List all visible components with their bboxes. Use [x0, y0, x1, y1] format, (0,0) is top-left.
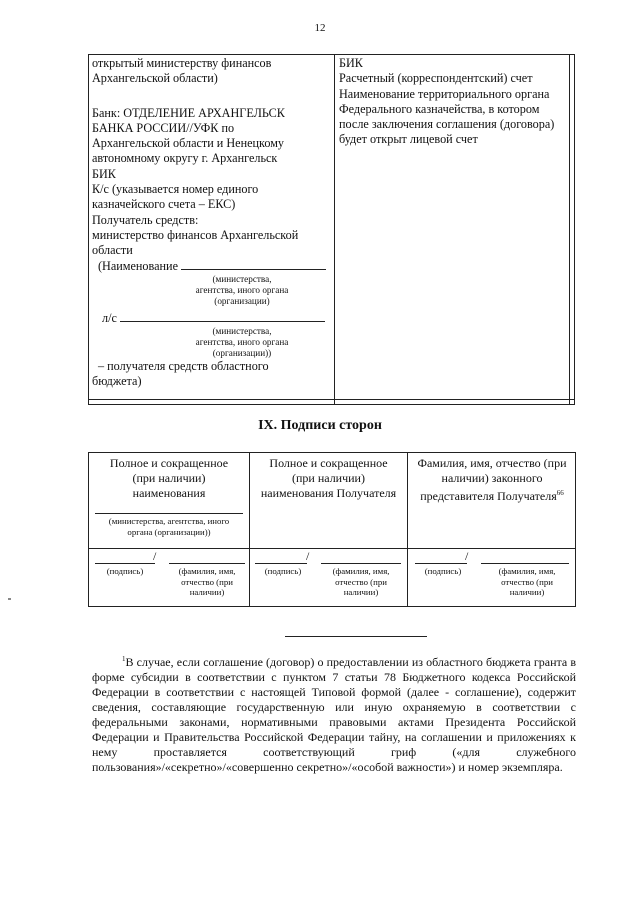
header-line: (при наличии)	[132, 471, 206, 485]
right-line: Федерального казначейства, в котором	[339, 101, 540, 116]
hint-line: (министерства,	[212, 326, 272, 337]
left-line: области	[92, 243, 133, 258]
left-line: – получателя средств областного	[98, 359, 269, 374]
left-line: Архангельской области)	[92, 71, 218, 86]
name-label	[167, 566, 247, 598]
header-line: представителя Получателя	[420, 489, 557, 503]
bank-details-table	[88, 54, 575, 405]
right-line: будет открыт лицевой счет	[339, 132, 478, 147]
sign-label: (подпись)	[106, 566, 144, 576]
row-divider	[89, 548, 575, 549]
hint-line: наличии)	[509, 587, 545, 597]
header-grantor	[89, 456, 249, 501]
hint-line: наличии)	[343, 587, 379, 597]
header-line: Полное и сокращенное	[109, 456, 229, 470]
hint-line: (организации))	[212, 348, 272, 359]
footnote-text: В случае, если соглашение (договор) о предоставлении из областного бюджета гранта в форме субсидии в соответствии с пунктом 7 статьи 78 Бюджетного кодекса Российской Федерации в соответствии с настоящей Типовой формой (далее - соглашение), содержит сведения, составляющие государственную или иную охраняемую в соответствии с федеральными законами, нормативными правовыми актами Президента Российской Федерации и Правительства Российской Федерации тайну, на соглашении и приложениях к нему проставляется соответствующий гриф («для служебного пользования»/«секретно»/«совершенно секретно»/«особой важности») и номер экземпляра.	[92, 655, 576, 774]
left-line: открытый министерству финансов	[92, 56, 272, 70]
bank-details-right	[339, 56, 569, 148]
right-line: Наименование территориального органа	[339, 86, 550, 101]
header-representative	[408, 456, 576, 504]
slash: /	[306, 549, 310, 563]
inner-border-bottom	[89, 399, 574, 400]
hint-line: отчество (при	[335, 576, 387, 587]
sign-label: (подпись)	[424, 566, 462, 576]
left-line: Архангельской области и Ненецкому	[92, 136, 285, 151]
hint-line: агентства, иного органа	[195, 337, 289, 348]
header-line: (при наличии)	[292, 471, 365, 485]
sign-label: (подпись)	[264, 566, 302, 576]
header-line: наименования	[132, 486, 206, 500]
signature-line	[95, 563, 155, 564]
name-line	[169, 563, 245, 564]
inner-border-right	[569, 55, 570, 404]
hint-line: (фамилия, имя,	[332, 566, 390, 576]
hint-line: органа (организации))	[127, 526, 211, 537]
name-hint	[92, 274, 332, 307]
right-line: Расчетный (корреспондентский) счет	[339, 71, 533, 86]
signature-line	[255, 563, 307, 564]
name-label	[485, 566, 569, 598]
header-line: Фамилия, имя, отчество (при	[417, 456, 567, 470]
hint-line: отчество (при	[181, 576, 233, 587]
slash: /	[465, 549, 469, 563]
section-title: IX. Подписи сторон	[258, 418, 382, 433]
footnote-marker: 1	[122, 655, 126, 663]
right-line: после заключения соглашения (договора)	[339, 117, 555, 132]
header-line: наличии) законного	[441, 471, 543, 485]
left-line: БАНКА РОССИИ//УФК по	[92, 120, 235, 135]
bank-name: Банк: ОТДЕЛЕНИЕ АРХАНГЕЛЬСК	[92, 105, 285, 120]
signature-line	[415, 563, 467, 564]
column-divider	[334, 55, 335, 404]
hint-line: (фамилия, имя,	[498, 566, 556, 576]
header-recipient	[250, 456, 407, 501]
grantor-name-line	[95, 513, 243, 514]
name-label: (Наименование	[98, 258, 178, 273]
left-line: Получатель средств:	[92, 212, 199, 227]
page-number: 12	[314, 22, 326, 34]
signatures-table	[88, 452, 576, 607]
name-label	[321, 566, 401, 598]
footnote-ref: 66	[556, 489, 564, 497]
hint-line: (министерства, агентства, иного	[108, 516, 230, 526]
left-line: бюджета)	[92, 374, 142, 389]
scan-mark	[8, 598, 11, 600]
header-line: наименования Получателя	[260, 486, 397, 500]
name-fill-line	[181, 259, 326, 270]
header-line: Полное и сокращенное	[269, 456, 388, 470]
ls-hint	[92, 326, 332, 359]
bik-label: БИК	[92, 166, 116, 181]
left-line: казначейского счета – ЕКС)	[92, 197, 236, 212]
footnote-separator	[285, 636, 427, 637]
grantor-name-hint	[91, 516, 247, 537]
ls-fill-line	[120, 311, 325, 322]
left-line: министерство финансов Архангельской	[92, 227, 299, 242]
right-line: БИК	[339, 56, 363, 70]
footnote	[92, 652, 576, 775]
hint-line: наличии)	[189, 587, 225, 597]
hint-line: (организации)	[214, 295, 270, 306]
left-line: автономному округу г. Архангельск	[92, 151, 278, 166]
hint-line: (фамилия, имя,	[178, 566, 236, 576]
name-line	[481, 563, 569, 564]
bank-details-left	[92, 56, 332, 390]
hint-line: (министерства,	[212, 273, 272, 284]
ls-label: л/с	[102, 310, 117, 325]
hint-line: агентства, иного органа	[195, 284, 289, 295]
name-line	[321, 563, 401, 564]
slash: /	[153, 549, 157, 563]
hint-line: отчество (при	[501, 576, 553, 587]
left-line: К/с (указывается номер единого	[92, 182, 259, 197]
